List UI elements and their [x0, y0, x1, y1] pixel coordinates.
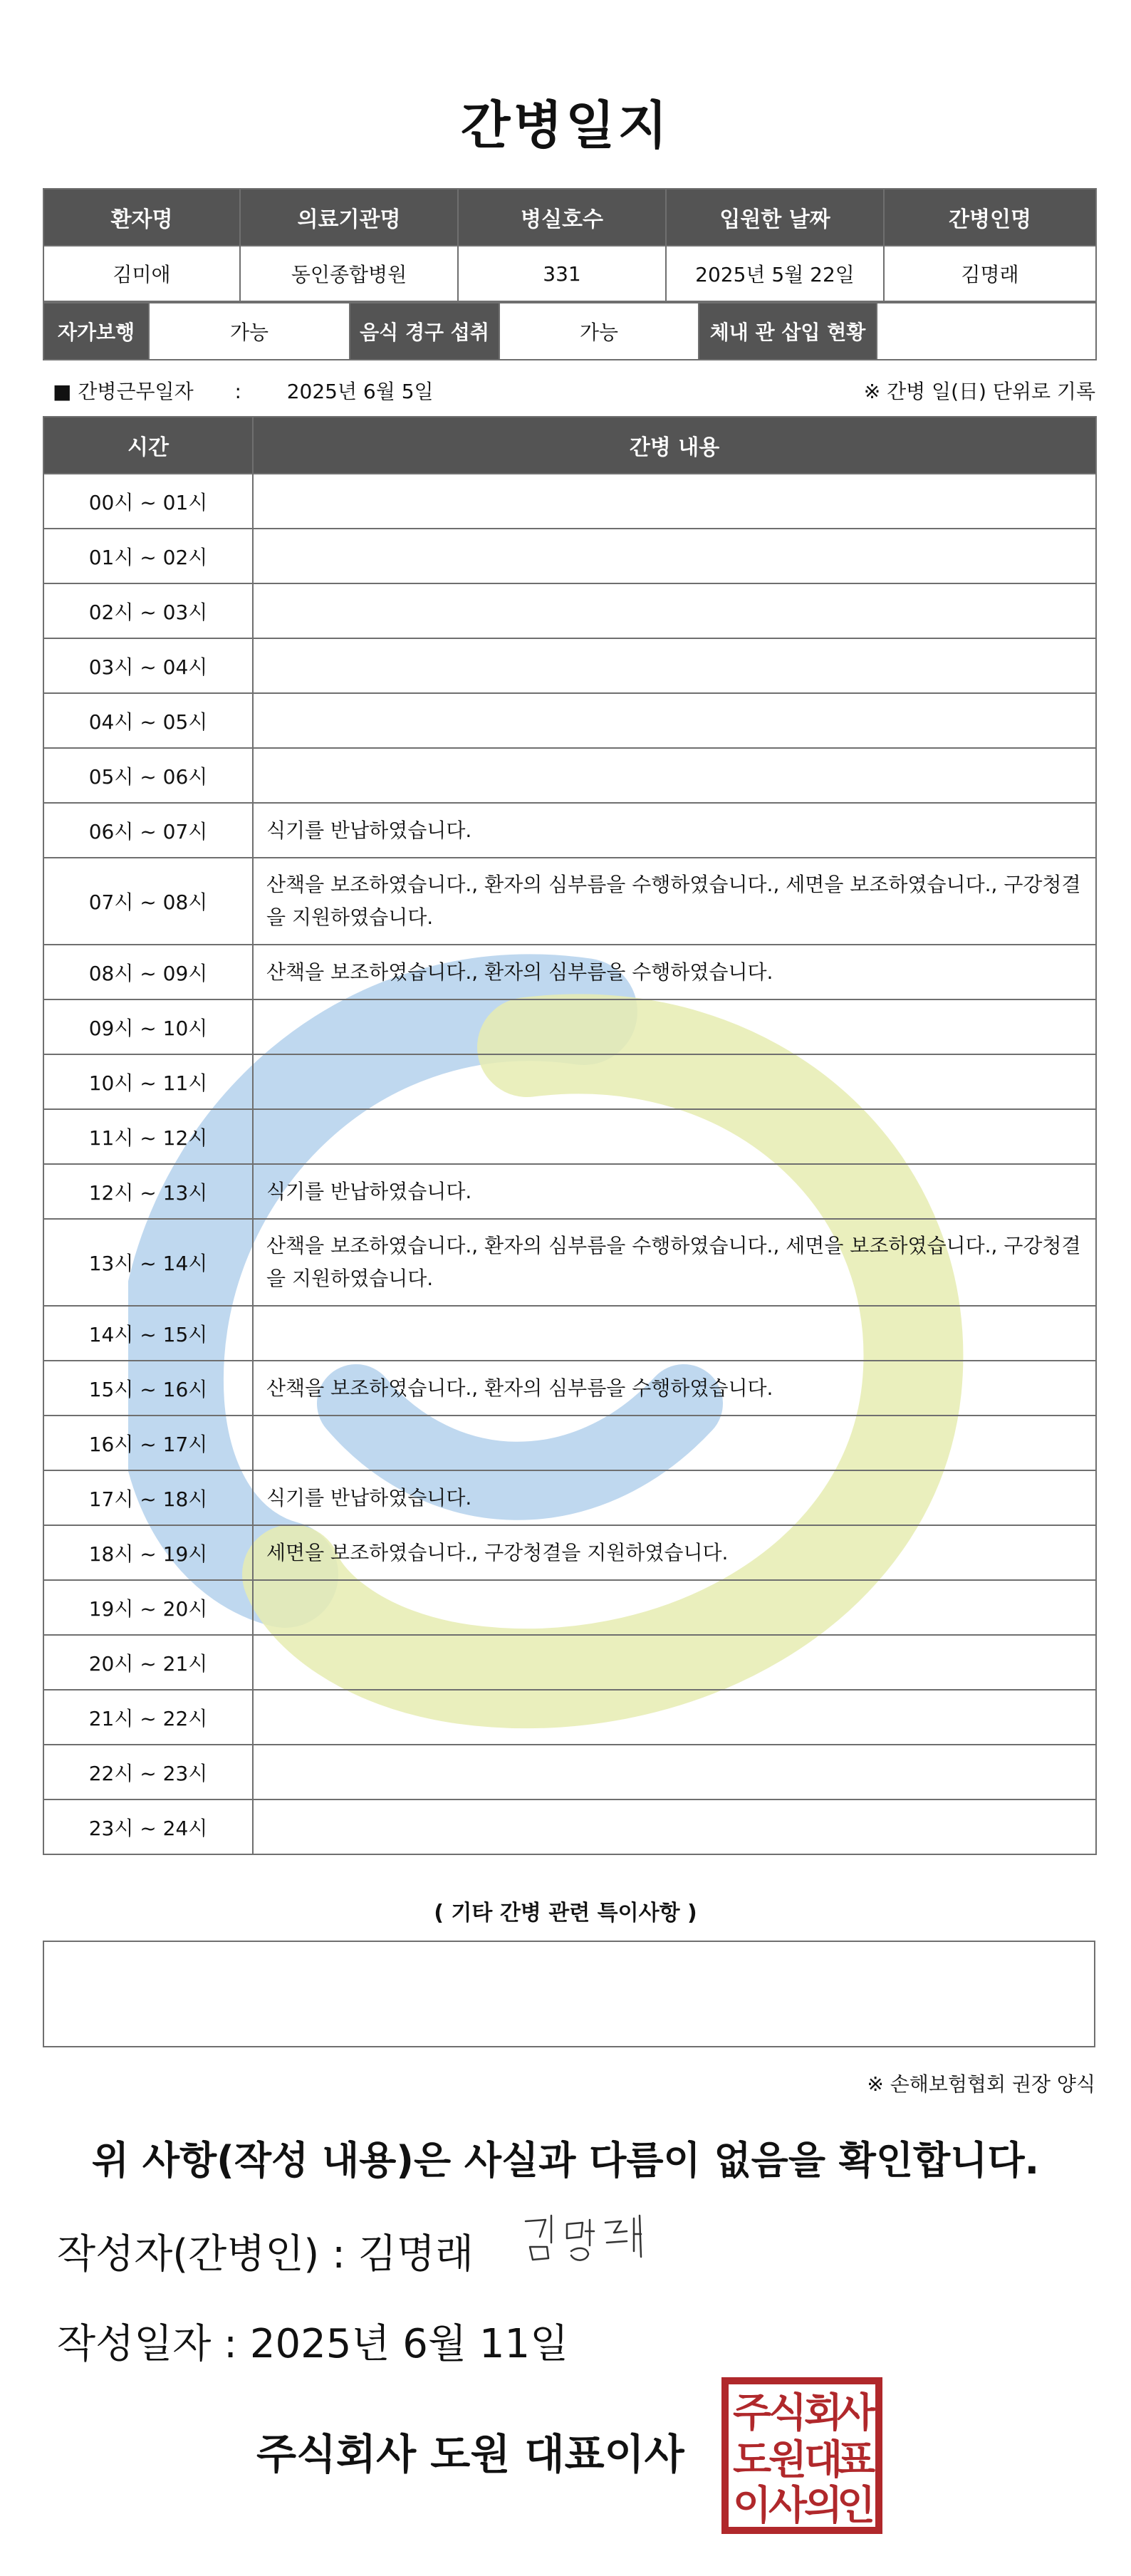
log-content-cell	[253, 1690, 1096, 1745]
log-content-cell	[253, 1745, 1096, 1799]
log-time-cell: 12시 ~ 13시	[43, 1164, 253, 1219]
care-log-row	[43, 1470, 1096, 1525]
care-log-row	[43, 1635, 1096, 1690]
log-content-cell	[253, 748, 1096, 803]
care-log-row	[43, 583, 1096, 638]
care-log-table	[43, 416, 1097, 1855]
log-content-cell	[253, 1580, 1096, 1635]
patient-info-header-row	[43, 189, 1096, 246]
log-time-cell: 10시 ~ 11시	[43, 1054, 253, 1109]
header-admission-date: 입원한 날짜	[666, 189, 884, 246]
confirmation-statement: 위 사항(작성 내용)은 사실과 다름이 없음을 확인합니다.	[91, 2138, 1040, 2183]
care-log-header-row	[43, 417, 1096, 474]
work-date	[53, 376, 434, 405]
log-time-cell: 20시 ~ 21시	[43, 1635, 253, 1690]
svg-text:도: 도	[732, 2437, 772, 2483]
handwritten-signature	[520, 2206, 655, 2270]
log-time-cell: 04시 ~ 05시	[43, 693, 253, 748]
log-time-cell: 18시 ~ 19시	[43, 1525, 253, 1580]
page-title: 간병일지	[460, 95, 671, 155]
care-log-row	[43, 693, 1096, 748]
log-content-cell: 산책을 보조하였습니다., 환자의 심부름을 수행하였습니다., 세면을 보조하였습니다., 구강청결을 지원하였습니다.	[253, 858, 1096, 945]
log-content-cell	[253, 474, 1096, 529]
work-date-value: 2025년 6월 5일	[286, 380, 434, 403]
care-log-row	[43, 1164, 1096, 1219]
catheter-label: 체내 관 삽입 현황	[699, 303, 877, 360]
log-time-cell: 08시 ~ 09시	[43, 945, 253, 999]
catheter-value	[877, 303, 1096, 360]
care-log-row	[43, 945, 1096, 999]
care-log-row	[43, 999, 1096, 1054]
care-log-row	[43, 638, 1096, 693]
room-number-value: 331	[458, 246, 666, 301]
log-time-cell: 14시 ~ 15시	[43, 1306, 253, 1361]
hospital-name-value: 동인종합병원	[240, 246, 458, 301]
log-content-cell	[253, 693, 1096, 748]
care-log-row	[43, 1690, 1096, 1745]
care-log-row	[43, 858, 1096, 945]
writer-label: 작성자(간병인) :	[57, 2231, 345, 2278]
svg-text:주: 주	[732, 2390, 772, 2436]
walking-label: 자가보행	[43, 303, 149, 360]
company-seal	[721, 2377, 883, 2535]
log-time-cell: 15시 ~ 16시	[43, 1361, 253, 1416]
care-log-row	[43, 1219, 1096, 1306]
log-time-cell: 09시 ~ 10시	[43, 999, 253, 1054]
log-content-cell: 식기를 반납하였습니다.	[253, 1470, 1096, 1525]
content-column-header: 간병 내용	[253, 417, 1096, 474]
patient-info-value-row	[43, 246, 1096, 301]
log-time-cell: 19시 ~ 20시	[43, 1580, 253, 1635]
unit-note: ※ 간병 일(日) 단위로 기록	[863, 380, 1095, 403]
work-date-separator: :	[234, 380, 241, 403]
log-time-cell: 03시 ~ 04시	[43, 638, 253, 693]
log-time-cell: 13시 ~ 14시	[43, 1219, 253, 1306]
header-caregiver-name: 간병인명	[884, 189, 1096, 246]
log-time-cell: 23시 ~ 24시	[43, 1799, 253, 1854]
company-representative: 주식회사 도원 대표이사	[256, 2430, 684, 2478]
care-log-row	[43, 1109, 1096, 1164]
care-log-row	[43, 803, 1096, 858]
writer-line	[57, 2223, 474, 2280]
svg-text:이: 이	[732, 2483, 772, 2529]
log-time-cell: 06시 ~ 07시	[43, 803, 253, 858]
log-time-cell: 17시 ~ 18시	[43, 1470, 253, 1525]
log-content-cell: 산책을 보조하였습니다., 환자의 심부름을 수행하였습니다.	[253, 945, 1096, 999]
log-time-cell: 22시 ~ 23시	[43, 1745, 253, 1799]
log-content-cell	[253, 1635, 1096, 1690]
time-column-header: 시간	[43, 417, 253, 474]
care-log-row	[43, 1525, 1096, 1580]
oral-intake-value: 가능	[499, 303, 699, 360]
svg-text:회: 회	[803, 2390, 843, 2436]
log-time-cell: 00시 ~ 01시	[43, 474, 253, 529]
written-date-value: 2025년 6월 11일	[249, 2321, 569, 2367]
svg-text:원: 원	[768, 2437, 808, 2483]
walking-value: 가능	[149, 303, 350, 360]
log-content-cell: 세면을 보조하였습니다., 구강청결을 지원하였습니다.	[253, 1525, 1096, 1580]
care-log-body	[43, 474, 1096, 1854]
care-log-row	[43, 1306, 1096, 1361]
log-content-cell: 식기를 반납하였습니다.	[253, 1164, 1096, 1219]
log-time-cell: 16시 ~ 17시	[43, 1416, 253, 1470]
log-content-cell	[253, 1109, 1096, 1164]
log-time-cell: 02시 ~ 03시	[43, 583, 253, 638]
caregiver-name-value: 김명래	[884, 246, 1096, 301]
log-time-cell: 07시 ~ 08시	[43, 858, 253, 945]
remarks-box	[43, 1941, 1095, 2047]
log-content-cell	[253, 583, 1096, 638]
care-log-row	[43, 748, 1096, 803]
svg-text:의: 의	[803, 2483, 843, 2529]
svg-text:사: 사	[836, 2390, 876, 2436]
svg-text:사: 사	[768, 2483, 808, 2529]
care-log-row	[43, 1580, 1096, 1635]
care-log-row	[43, 1799, 1096, 1854]
svg-text:대: 대	[803, 2437, 843, 2483]
log-content-cell	[253, 1416, 1096, 1470]
log-content-cell	[253, 1306, 1096, 1361]
care-log-row	[43, 1361, 1096, 1416]
care-log-row	[43, 1054, 1096, 1109]
patient-status-row	[43, 303, 1096, 360]
log-content-cell: 산책을 보조하였습니다., 환자의 심부름을 수행하였습니다.	[253, 1361, 1096, 1416]
log-time-cell: 11시 ~ 12시	[43, 1109, 253, 1164]
log-content-cell: 식기를 반납하였습니다.	[253, 803, 1096, 858]
admission-date-value: 2025년 5월 22일	[666, 246, 884, 301]
care-log-row	[43, 1416, 1096, 1470]
patient-status-table	[43, 302, 1097, 360]
work-date-label: ■ 간병근무일자	[53, 380, 194, 403]
written-date-line	[57, 2312, 568, 2369]
header-room-number: 병실호수	[458, 189, 666, 246]
oral-intake-label: 음식 경구 섭취	[350, 303, 499, 360]
log-time-cell: 05시 ~ 06시	[43, 748, 253, 803]
log-content-cell	[253, 1799, 1096, 1854]
log-time-cell: 01시 ~ 02시	[43, 529, 253, 583]
writer-name: 김명래	[358, 2231, 474, 2278]
log-content-cell	[253, 1054, 1096, 1109]
patient-name-value: 김미애	[43, 246, 240, 301]
patient-info-table	[43, 188, 1097, 302]
log-time-cell: 21시 ~ 22시	[43, 1690, 253, 1745]
remarks-title: ( 기타 간병 관련 특이사항 )	[434, 1901, 697, 1926]
association-note: ※ 손해보험협회 권장 양식	[867, 2072, 1095, 2096]
svg-text:표: 표	[836, 2437, 876, 2483]
care-log-row	[43, 529, 1096, 583]
svg-text:식: 식	[768, 2390, 808, 2436]
log-content-cell	[253, 529, 1096, 583]
header-hospital-name: 의료기관명	[240, 189, 458, 246]
care-log-row	[43, 1745, 1096, 1799]
written-date-label: 작성일자 :	[57, 2321, 238, 2367]
log-content-cell	[253, 638, 1096, 693]
log-content-cell	[253, 999, 1096, 1054]
svg-text:인: 인	[836, 2483, 876, 2529]
log-content-cell: 산책을 보조하였습니다., 환자의 심부름을 수행하였습니다., 세면을 보조하였습니다., 구강청결을 지원하였습니다.	[253, 1219, 1096, 1306]
care-log-row	[43, 474, 1096, 529]
header-patient-name: 환자명	[43, 189, 240, 246]
